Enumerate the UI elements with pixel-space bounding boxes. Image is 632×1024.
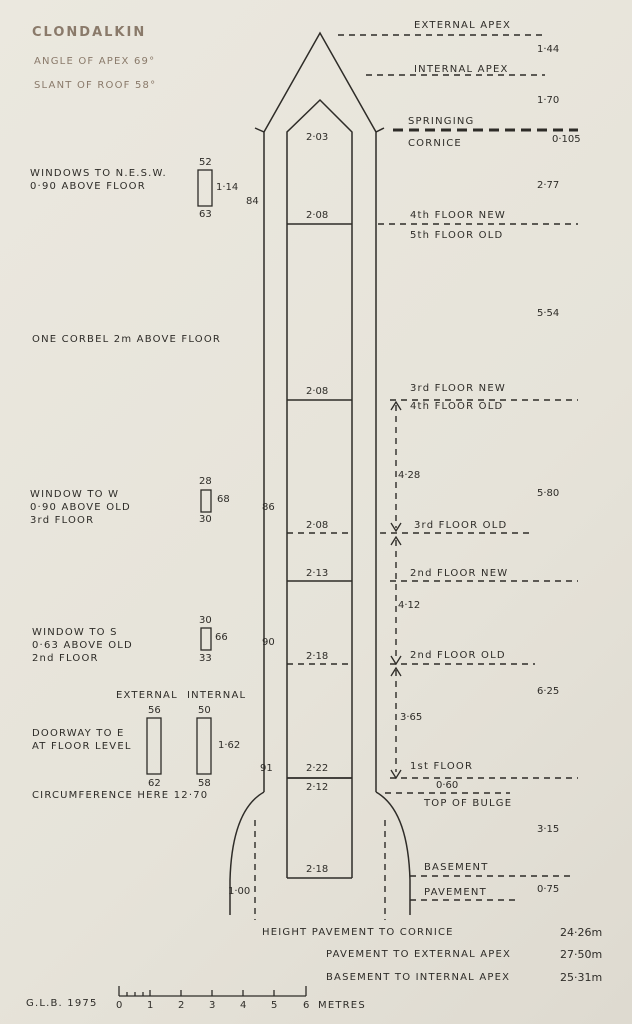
level-external-apex: EXTERNAL APEX	[414, 20, 512, 31]
scale-tick-label: 1	[147, 1000, 154, 1011]
level-floor3-old: 3rd FLOOR OLD	[414, 520, 508, 531]
floor-span-dim: 4·12	[398, 600, 421, 611]
window-dim: 68	[217, 494, 230, 505]
total-height-value: 24·26m	[560, 926, 603, 939]
scale-tick-label: 3	[209, 1000, 216, 1011]
scale-tick-label: 2	[178, 1000, 185, 1011]
internal-width-label: 2·08	[306, 520, 329, 531]
bulge-height-dim: 1·00	[228, 886, 251, 897]
window-nesw-icon	[198, 170, 212, 206]
window-s-note-2: 0·63 ABOVE OLD	[32, 640, 133, 651]
internal-width-label: 2·08	[306, 386, 329, 397]
window-w-note-3: 3rd FLOOR	[30, 515, 95, 526]
total-height-label: PAVEMENT TO EXTERNAL APEX	[326, 949, 512, 960]
measure-apex-offset: 1·44	[537, 44, 560, 55]
internal-width-label: 2·03	[306, 132, 329, 143]
doorway-dim: 50	[198, 705, 211, 716]
floor-span-dim: 4·28	[398, 470, 421, 481]
measure-floor4-height: 5·54	[537, 308, 560, 319]
window-dim: 1·14	[216, 182, 239, 193]
doorway-internal-icon	[197, 718, 211, 774]
windows-nesw-note: WINDOWS TO N.E.S.W.	[30, 168, 167, 179]
window-dim: 28	[199, 476, 212, 487]
bulge-right	[376, 792, 410, 915]
level-floor3-new: 3rd FLOOR NEW	[410, 383, 506, 394]
apex-angle-note: ANGLE OF APEX 69°	[34, 56, 156, 67]
doorway-dim: 56	[148, 705, 161, 716]
internal-width-label: 2·22	[306, 763, 329, 774]
window-dim: 66	[215, 632, 228, 643]
doorway-external-label: EXTERNAL	[116, 690, 178, 701]
level-floor4-new: 4th FLOOR NEW	[410, 210, 506, 221]
measure-roof-height: 1·70	[537, 95, 560, 106]
basement-outline	[287, 778, 352, 878]
window-s-note-3: 2nd FLOOR	[32, 653, 99, 664]
window-dim: 63	[199, 209, 212, 220]
doorway-note-2: AT FLOOR LEVEL	[32, 741, 132, 752]
scale-tick-label: 6	[303, 1000, 310, 1011]
internal-width-label: 2·18	[306, 651, 329, 662]
level-springing: SPRINGING	[408, 116, 475, 127]
window-dim: 52	[199, 157, 212, 168]
wall-thickness-label: 90	[262, 637, 275, 648]
total-height-label: BASEMENT TO INTERNAL APEX	[326, 972, 511, 983]
doorway-dim: 62	[148, 778, 161, 789]
signature: G.L.B. 1975	[26, 998, 98, 1009]
windows-nesw-note-2: 0·90 ABOVE FLOOR	[30, 181, 146, 192]
level-pavement: PAVEMENT	[424, 887, 487, 898]
total-height-value: 27·50m	[560, 948, 603, 961]
internal-width-label: 2·18	[306, 864, 329, 875]
window-w-icon	[201, 490, 211, 512]
doorway-height-dim: 1·62	[218, 740, 241, 751]
level-floor2-new: 2nd FLOOR NEW	[410, 568, 509, 579]
doorway-internal-label: INTERNAL	[187, 690, 247, 701]
wall-thickness-label: 91	[260, 763, 273, 774]
level-floor5-old: 5th FLOOR OLD	[410, 230, 504, 241]
total-height-value: 25·31m	[560, 971, 603, 984]
measure-floor5-height: 2·77	[537, 180, 560, 191]
level-floor1: 1st FLOOR	[410, 761, 474, 772]
floor1-offset-dim: 0·60	[436, 780, 459, 791]
internal-width-label: 2·13	[306, 568, 329, 579]
circumference-note: CIRCUMFERENCE HERE 12·70	[32, 790, 209, 801]
level-basement: BASEMENT	[424, 862, 489, 873]
outer-wall	[264, 33, 376, 778]
measure-floor2-height: 6·25	[537, 686, 560, 697]
internal-width-label: 2·12	[306, 782, 329, 793]
measure-floor3-height: 5·80	[537, 488, 560, 499]
total-height-label: HEIGHT PAVEMENT TO CORNICE	[262, 927, 454, 938]
level-floor2-old: 2nd FLOOR OLD	[410, 650, 506, 661]
scale-tick-label: 0	[116, 1000, 123, 1011]
doorway-note: DOORWAY TO E	[32, 728, 125, 739]
measure-cornice-depth: 0·105	[552, 134, 581, 145]
window-dim: 33	[199, 653, 212, 664]
scale-unit: METRES	[318, 1000, 366, 1011]
level-cornice: CORNICE	[408, 138, 462, 149]
measure-pavement-height: 0·75	[537, 884, 560, 895]
drawing-title: CLONDALKIN	[32, 25, 147, 40]
window-w-note: WINDOW TO W	[30, 489, 120, 500]
window-s-note: WINDOW TO S	[32, 627, 118, 638]
measure-basement-height: 3·15	[537, 824, 560, 835]
internal-width-label: 2·08	[306, 210, 329, 221]
corbel-note: ONE CORBEL 2m ABOVE FLOOR	[32, 334, 222, 345]
window-s-icon	[201, 628, 211, 650]
roof-slant-note: SLANT OF ROOF 58°	[34, 80, 157, 91]
window-w-note-2: 0·90 ABOVE OLD	[30, 502, 131, 513]
window-dim: 30	[199, 615, 212, 626]
doorway-external-icon	[147, 718, 161, 774]
floor-span-dim: 3·65	[400, 712, 423, 723]
level-internal-apex: INTERNAL APEX	[414, 64, 509, 75]
window-dim: 30	[199, 514, 212, 525]
wall-thickness-label: 86	[262, 502, 275, 513]
level-floor4-old: 4th FLOOR OLD	[410, 401, 504, 412]
scale-tick-label: 4	[240, 1000, 247, 1011]
doorway-dim: 58	[198, 778, 211, 789]
scale-tick-label: 5	[271, 1000, 278, 1011]
level-top-of-bulge: TOP OF BULGE	[424, 798, 513, 809]
wall-thickness-label: 84	[246, 196, 259, 207]
